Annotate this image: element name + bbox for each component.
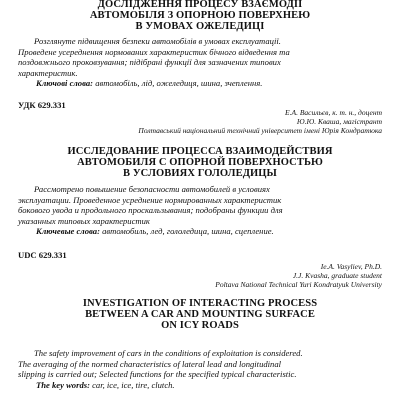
authors-en	[18, 262, 382, 289]
en-keywords-text: car, ice, ice, tire, clutch.	[89, 380, 175, 390]
en-title-line: INVESTIGATION OF INTERACTING PROCESS	[82, 298, 318, 309]
ru-abstract-line: бокового увода и продольного проскальзывания; подобраны функции для	[18, 205, 283, 215]
ua-keywords	[18, 78, 400, 89]
en-abstract-line: The safety improvement of cars in the conditions of exploitation is considered.	[34, 348, 303, 358]
udc-ru: УДК 629.331	[18, 100, 66, 110]
en-title-line: ON ICY ROADS	[161, 320, 239, 331]
ru-abstract-line: указанных типовых характеристик	[18, 215, 150, 226]
authors-ru	[18, 108, 382, 135]
ru-abstract-line: Рассмотрено повышение безопасности автомобилей в условиях	[34, 184, 270, 194]
ru-abstract-line: эксплуатации. Проведенное усреднение нормированных характеристик	[18, 194, 282, 205]
ru-abstract	[18, 184, 382, 226]
udc-en: UDC 629.331	[18, 250, 67, 260]
affiliation-line: Poltava National Technical Yuri Kondratyuk University	[215, 280, 382, 289]
ru-title	[18, 146, 382, 179]
ua-abstract	[18, 36, 382, 78]
author-line: J.J. Kvasha, graduate student	[292, 271, 382, 280]
author-line: Ie.A. Vasyliev, Ph.D.	[320, 262, 382, 271]
ua-title-line: ДОСЛІДЖЕННЯ ПРОЦЕСУ ВЗАЄМОДІЇ	[97, 0, 303, 10]
ru-title-line: В УСЛОВИЯХ ГОЛОЛЕДИЦЫ	[123, 168, 277, 179]
ua-title	[18, 0, 382, 32]
en-keywords	[18, 380, 400, 391]
en-abstract-line: slipping is carried out; Selected functions for the specified typical characteristic.	[18, 369, 297, 379]
affiliation-line: Полтавський національний технічний університет імені Юрія Кондратюка	[138, 126, 382, 135]
author-line: Ю.Ю. Квашa, магістрант	[296, 117, 382, 126]
ua-abstract-line: поздовжнього проковзування; підібрані функції для зазначених типових	[18, 57, 281, 67]
en-abstract-line: The averaging of the normed characteristics of lateral lead and longitudinal	[18, 358, 282, 369]
en-title	[18, 298, 382, 331]
ua-title-line: В УМОВАХ ОЖЕЛЕДИЦІ	[135, 21, 265, 32]
ua-abstract-line: Розглянуте підвищення безпеки автомобілів в умовах експлуатації.	[34, 36, 281, 46]
en-title-line: BETWEEN A CAR AND MOUNTING SURFACE	[85, 309, 315, 320]
ru-title-line: АВТОМОБИЛЯ С ОПОРНОЙ ПОВЕРХНОСТЬЮ	[77, 157, 323, 168]
ru-keywords-text: автомобиль, лед, гололедица, шина, сцепление.	[99, 226, 274, 236]
ru-keywords-label: Ключевые слова:	[36, 226, 100, 236]
ua-keywords-label: Ключові слова:	[36, 78, 94, 88]
ua-keywords-text: автомобіль, лід, ожеледиця, шина, зчеплення.	[93, 78, 263, 88]
en-abstract	[18, 348, 382, 380]
en-keywords-label: The key words:	[36, 380, 90, 390]
ru-keywords	[18, 226, 400, 237]
ua-abstract-line: характеристик.	[18, 67, 78, 78]
ru-title-line: ИССЛЕДОВАНИЕ ПРОЦЕССА ВЗАИМОДЕЙСТВИЯ	[67, 146, 333, 157]
ua-title-line: АВТОМОБІЛЯ З ОПОРНОЮ ПОВЕРХНЕЮ	[89, 10, 311, 21]
author-line: Е.А. Васильєв, к. т. н., доцент	[285, 108, 382, 117]
ua-abstract-line: Проведене усереднення нормованих характеристик бічного відведення та	[18, 46, 290, 57]
